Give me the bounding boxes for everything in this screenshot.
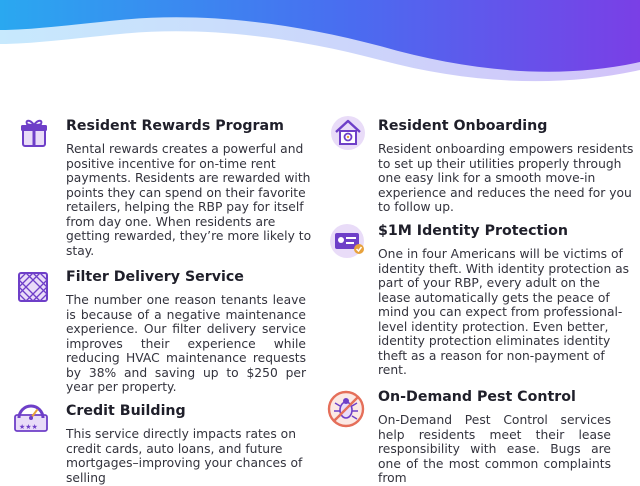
home-setup-icon — [330, 115, 366, 151]
credit-gauge-icon — [13, 402, 49, 432]
svg-text:★★★: ★★★ — [19, 423, 38, 431]
feature-filter-delivery — [66, 268, 306, 395]
gift-icon — [18, 117, 50, 149]
feature-title: Filter Delivery Service — [66, 269, 244, 285]
feature-title: Resident Onboarding — [378, 118, 548, 134]
feature-credit-building — [66, 402, 316, 485]
air-filter-icon — [16, 270, 50, 304]
feature-title: Resident Rewards Program — [66, 118, 284, 134]
feature-description: Rental rewards creates a powerful and positive incentive for on-time rent payments. Residents are rewarded with points they can spend on their favorite retailers, helping the RBP pay for itself from day one. When residents are getting rewarded, they’re more likely to stay. — [66, 142, 312, 258]
feature-title: On-Demand Pest Control — [378, 389, 576, 405]
feature-description: On-Demand Pest Control services help residents meet their lease responsibility with ease. Bugs are one of the most common complaints from — [378, 413, 611, 485]
header-wave — [0, 0, 640, 100]
feature-resident-rewards — [66, 117, 312, 258]
feature-title: $1M Identity Protection — [378, 223, 569, 239]
feature-title: Credit Building — [66, 403, 186, 419]
id-card-shield-icon — [329, 223, 367, 259]
feature-description: Resident onboarding empowers residents to set up their utilities properly through one easy link for a smooth move-in experience and reduces the need for you to follow up. — [378, 142, 634, 214]
no-bug-icon — [327, 390, 365, 428]
feature-resident-onboarding — [378, 117, 634, 215]
feature-identity-protection — [378, 222, 634, 378]
feature-description: The number one reason tenants leave is because of a negative maintenance experience. Our filter delivery service improves their experience while reducing HVAC maintenance requests by 38% and saving up to $250 per year per property. — [66, 293, 306, 394]
feature-description: One in four Americans will be victims of identity theft. With identity protection as part of your RBP, every adult on the lease automatically gets the peace of mind you can expect from professional-level identity protection. Even better, identity protection eliminates identity theft as a reason for non-payment of rent. — [378, 247, 630, 377]
feature-description: This service directly impacts rates on credit cards, auto loans, and future mortgages–improving your chances of selling — [66, 427, 303, 485]
feature-pest-control — [378, 388, 611, 486]
